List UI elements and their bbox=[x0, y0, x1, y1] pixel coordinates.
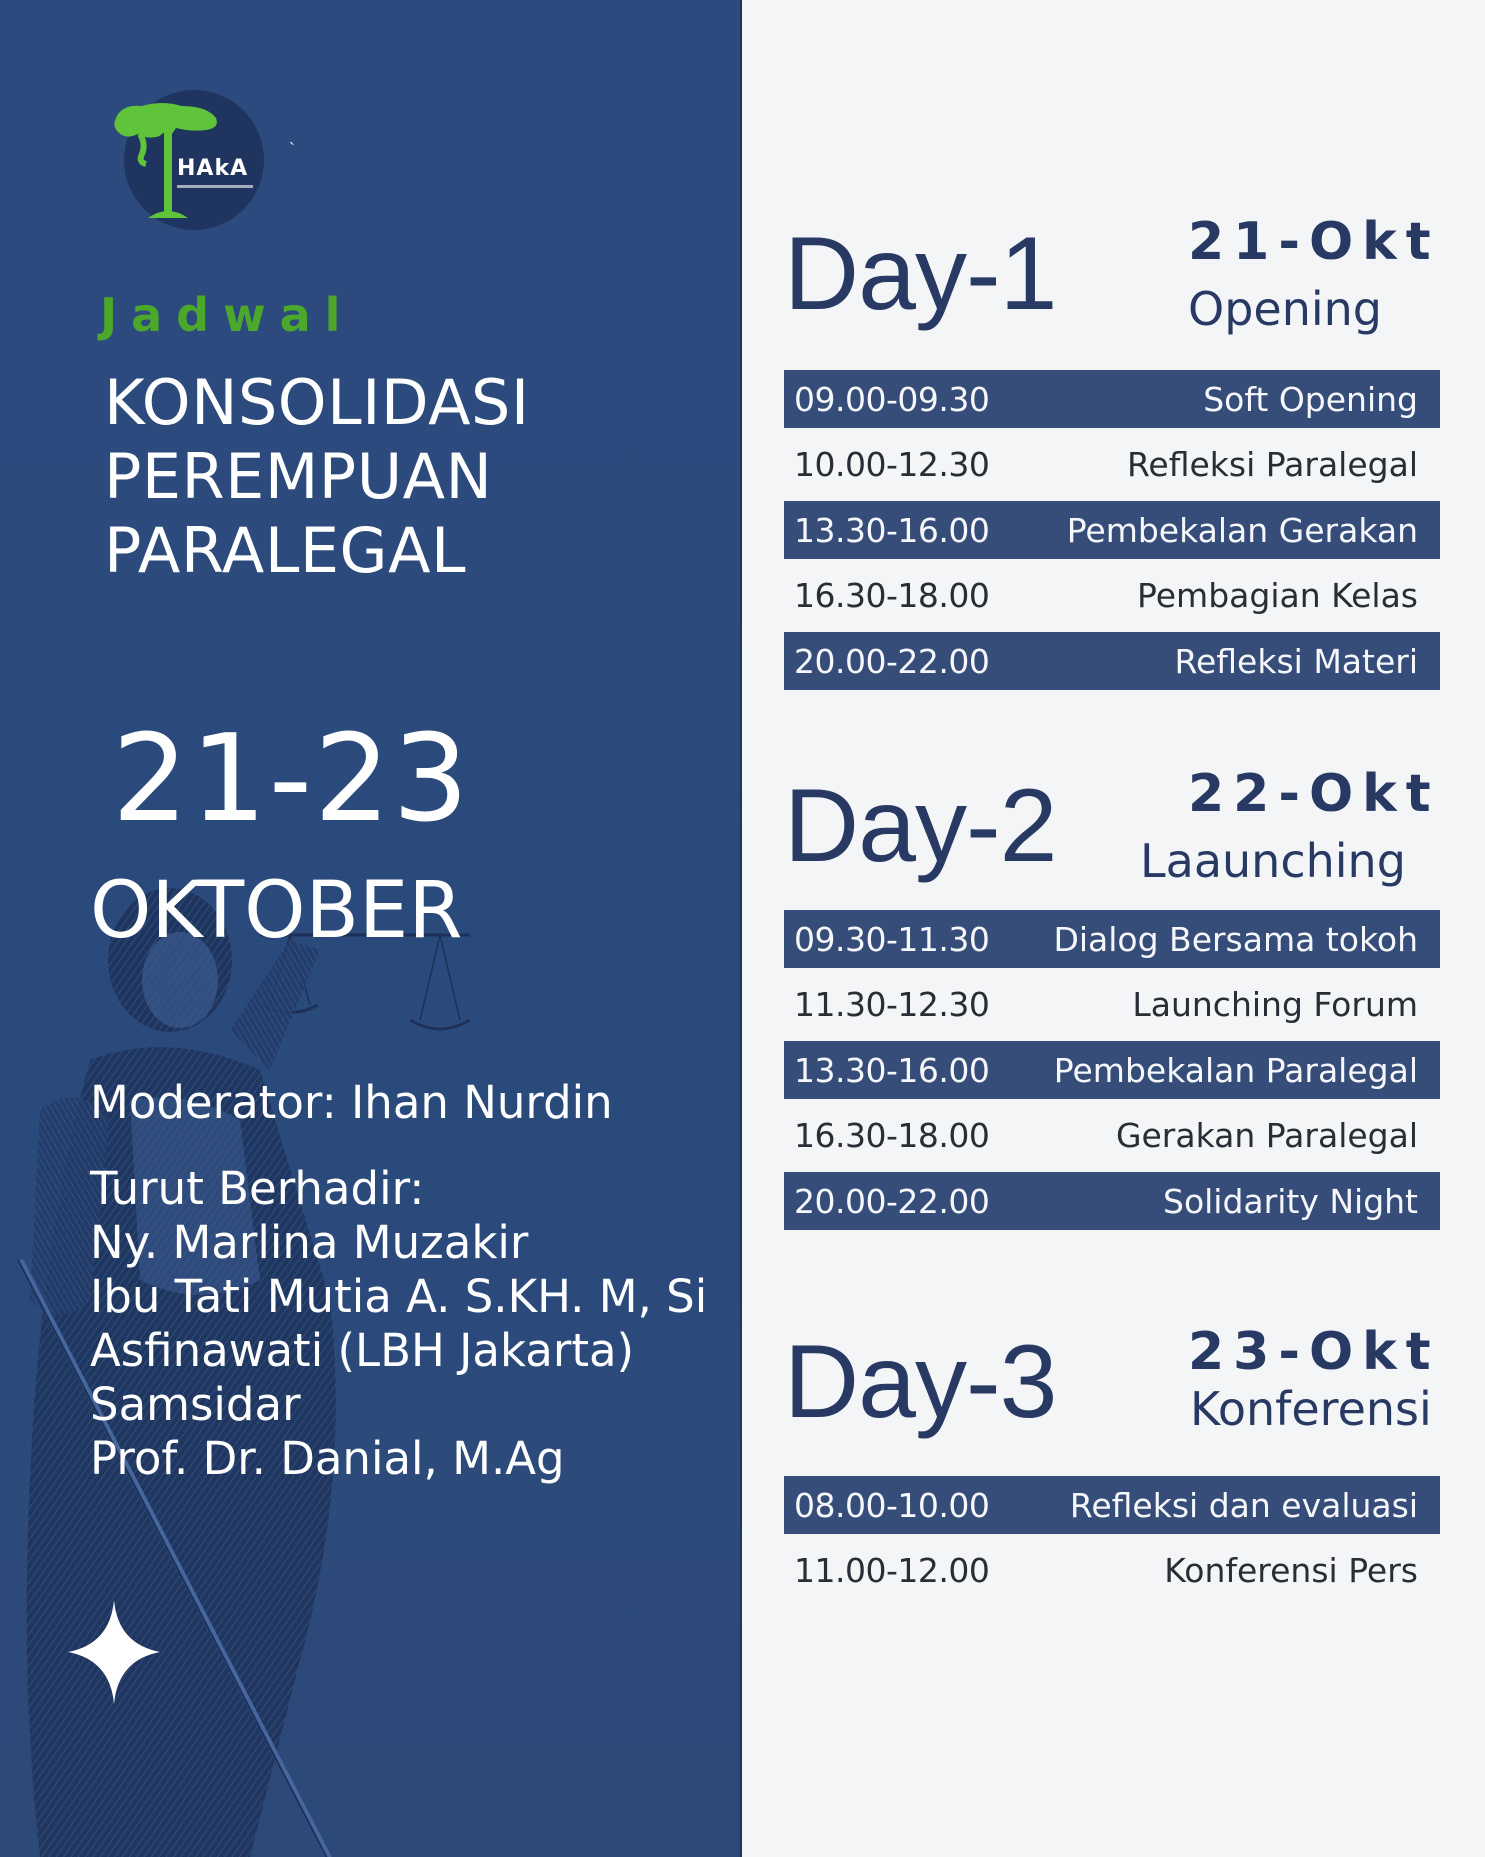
tick-mark: ` bbox=[289, 140, 295, 160]
event-month: OKTOBER bbox=[90, 866, 463, 956]
moderator: Moderator: Ihan Nurdin bbox=[90, 1076, 613, 1129]
attendees-label: Turut Berhadir: bbox=[90, 1162, 425, 1215]
day-2-date: 22-Okt bbox=[1188, 764, 1440, 824]
day-2-theme: Laaunching bbox=[1140, 834, 1406, 888]
attendee: Samsidar bbox=[90, 1378, 301, 1431]
title-line-2: PEREMPUAN bbox=[104, 440, 493, 513]
session-activity: Refleksi Paralegal bbox=[1126, 444, 1418, 484]
session-activity: Solidarity Night bbox=[1163, 1181, 1418, 1221]
day-1-theme: Opening bbox=[1188, 282, 1382, 336]
session-activity: Pembekalan Paralegal bbox=[1053, 1050, 1418, 1090]
schedule-row bbox=[784, 910, 1440, 968]
session-activity: Refleksi dan evaluasi bbox=[1069, 1485, 1418, 1525]
day-3-theme: Konferensi bbox=[1190, 1382, 1432, 1436]
schedule-row bbox=[784, 1541, 1440, 1599]
schedule-row bbox=[784, 1106, 1440, 1164]
schedule-row bbox=[784, 501, 1440, 559]
schedule-row bbox=[784, 632, 1440, 690]
day-3-title: Day-3 bbox=[784, 1324, 1057, 1440]
logo-wordmark: HAkA bbox=[177, 156, 249, 181]
title-line-1: KONSOLIDASI bbox=[104, 366, 530, 439]
session-activity: Dialog Bersama tokoh bbox=[1053, 919, 1418, 959]
kicker-jadwal: Jadwal bbox=[100, 288, 355, 342]
schedule-row bbox=[784, 370, 1440, 428]
session-time: 09.00-09.30 bbox=[794, 379, 990, 419]
schedule-row bbox=[784, 1172, 1440, 1230]
left-panel bbox=[0, 0, 742, 1857]
schedule-row bbox=[784, 566, 1440, 624]
session-activity: Pembekalan Gerakan bbox=[1066, 510, 1418, 550]
session-time: 10.00-12.30 bbox=[794, 444, 990, 484]
sparkle-icon bbox=[68, 1600, 160, 1704]
day-1-title: Day-1 bbox=[784, 216, 1057, 332]
session-activity: Soft Opening bbox=[1203, 379, 1418, 419]
session-activity: Konferensi Pers bbox=[1164, 1550, 1418, 1590]
title-line-3: PARALEGAL bbox=[104, 514, 467, 587]
session-time: 20.00-22.00 bbox=[794, 1181, 990, 1221]
session-activity: Gerakan Paralegal bbox=[1115, 1115, 1418, 1155]
session-time: 11.30-12.30 bbox=[794, 984, 990, 1024]
day-3-date: 23-Okt bbox=[1188, 1322, 1440, 1382]
schedule-row bbox=[784, 1041, 1440, 1099]
session-time: 20.00-22.00 bbox=[794, 641, 990, 681]
attendee: Prof. Dr. Danial, M.Ag bbox=[90, 1432, 565, 1485]
haka-logo bbox=[112, 86, 266, 232]
session-time: 13.30-16.00 bbox=[794, 510, 990, 550]
session-activity: Launching Forum bbox=[1132, 984, 1418, 1024]
event-date-range: 21-23 bbox=[112, 710, 471, 849]
session-activity: Pembagian Kelas bbox=[1137, 575, 1418, 615]
attendee: Ny. Marlina Muzakir bbox=[90, 1216, 529, 1269]
session-time: 11.00-12.00 bbox=[794, 1550, 990, 1590]
attendee: Asfinawati (LBH Jakarta) bbox=[90, 1324, 635, 1377]
day-2-title: Day-2 bbox=[784, 768, 1057, 884]
session-time: 13.30-16.00 bbox=[794, 1050, 990, 1090]
session-time: 09.30-11.30 bbox=[794, 919, 990, 959]
session-time: 16.30-18.00 bbox=[794, 1115, 990, 1155]
schedule-row bbox=[784, 435, 1440, 493]
logo-tagline bbox=[177, 185, 253, 188]
schedule-row bbox=[784, 1476, 1440, 1534]
session-time: 16.30-18.00 bbox=[794, 575, 990, 615]
day-1-date: 21-Okt bbox=[1188, 212, 1440, 272]
schedule-row bbox=[784, 975, 1440, 1033]
attendee: Ibu Tati Mutia A. S.KH. M, Si bbox=[90, 1270, 708, 1323]
session-activity: Refleksi Materi bbox=[1174, 641, 1418, 681]
session-time: 08.00-10.00 bbox=[794, 1485, 990, 1525]
